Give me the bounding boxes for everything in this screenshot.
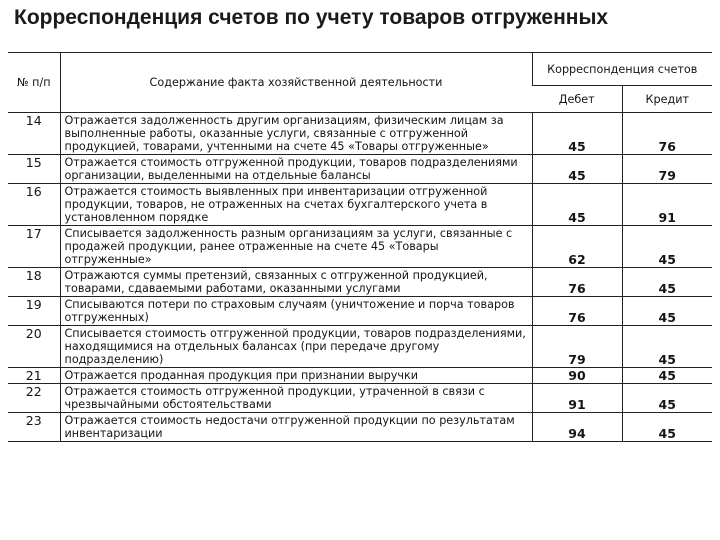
row-debit: 45 [532, 184, 622, 226]
table-row [8, 113, 712, 155]
row-credit: 45 [622, 368, 712, 384]
row-text: Отражается стоимость выявленных при инвентаризации отгруженной продукции, товаров, не отраженных на счетах бухгалтерского учета в установленном порядке [60, 184, 532, 226]
table-row [8, 226, 712, 268]
row-credit: 45 [622, 226, 712, 268]
row-text: Отражается проданная продукция при признании выручки [60, 368, 532, 384]
row-debit: 91 [532, 384, 622, 413]
table-row [8, 184, 712, 226]
row-credit: 45 [622, 384, 712, 413]
table-row [8, 384, 712, 413]
table-row [8, 413, 712, 442]
row-text: Отражается задолженность другим организациям, физическим лицам за выполненные работы, оказанные услуги, связанные с отгруженной продукцией, товарами, учтенными на счете 45 «Товары отгруженные» [60, 113, 532, 155]
row-text: Отражается стоимость отгруженной продукции, товаров подразделениями организации, выделенными на отдельные балансы [60, 155, 532, 184]
table-row [8, 368, 712, 384]
row-debit: 76 [532, 297, 622, 326]
table-header [8, 53, 712, 113]
row-number: 18 [8, 268, 60, 297]
table-body [8, 113, 712, 442]
table-row [8, 326, 712, 368]
row-text: Отражаются суммы претензий, связанных с отгруженной продукцией, товарами, сдаваемыми работами, оказанными услугами [60, 268, 532, 297]
table-row [8, 268, 712, 297]
row-credit: 79 [622, 155, 712, 184]
row-credit: 45 [622, 326, 712, 368]
row-number: 19 [8, 297, 60, 326]
row-number: 23 [8, 413, 60, 442]
row-text: Списывается задолженность разным организациям за услуги, связанные с продажей продукции, ранее отраженные на счете 45 «Товары отгруженные» [60, 226, 532, 268]
correspondence-table-container [8, 52, 712, 442]
header-debit: Дебет [532, 86, 622, 113]
header-credit: Кредит [622, 86, 712, 113]
row-number: 20 [8, 326, 60, 368]
row-credit: 76 [622, 113, 712, 155]
row-number: 21 [8, 368, 60, 384]
row-text: Списываются потери по страховым случаям (уничтожение и порча товаров отгруженных) [60, 297, 532, 326]
row-debit: 79 [532, 326, 622, 368]
header-content: Содержание факта хозяйственной деятельности [60, 53, 532, 113]
header-correspondence: Корреспонденция счетов [532, 53, 712, 86]
header-number: № п/п [8, 53, 60, 113]
page-title: Корреспонденция счетов по учету товаров отгруженных [14, 6, 609, 29]
row-debit: 45 [532, 113, 622, 155]
table-row [8, 297, 712, 326]
row-number: 14 [8, 113, 60, 155]
row-credit: 45 [622, 268, 712, 297]
row-debit: 45 [532, 155, 622, 184]
row-debit: 94 [532, 413, 622, 442]
row-credit: 45 [622, 297, 712, 326]
row-debit: 90 [532, 368, 622, 384]
row-debit: 76 [532, 268, 622, 297]
table-row [8, 155, 712, 184]
row-number: 22 [8, 384, 60, 413]
row-number: 15 [8, 155, 60, 184]
row-number: 17 [8, 226, 60, 268]
row-debit: 62 [532, 226, 622, 268]
correspondence-table [8, 52, 712, 442]
row-number: 16 [8, 184, 60, 226]
row-text: Списывается стоимость отгруженной продукции, товаров подразделениями, находящимися на отдельных балансах (при передаче другому подразделению) [60, 326, 532, 368]
row-text: Отражается стоимость отгруженной продукции, утраченной в связи с чрезвычайными обстоятельствами [60, 384, 532, 413]
row-credit: 45 [622, 413, 712, 442]
row-text: Отражается стоимость недостачи отгруженной продукции по результатам инвентаризации [60, 413, 532, 442]
row-credit: 91 [622, 184, 712, 226]
